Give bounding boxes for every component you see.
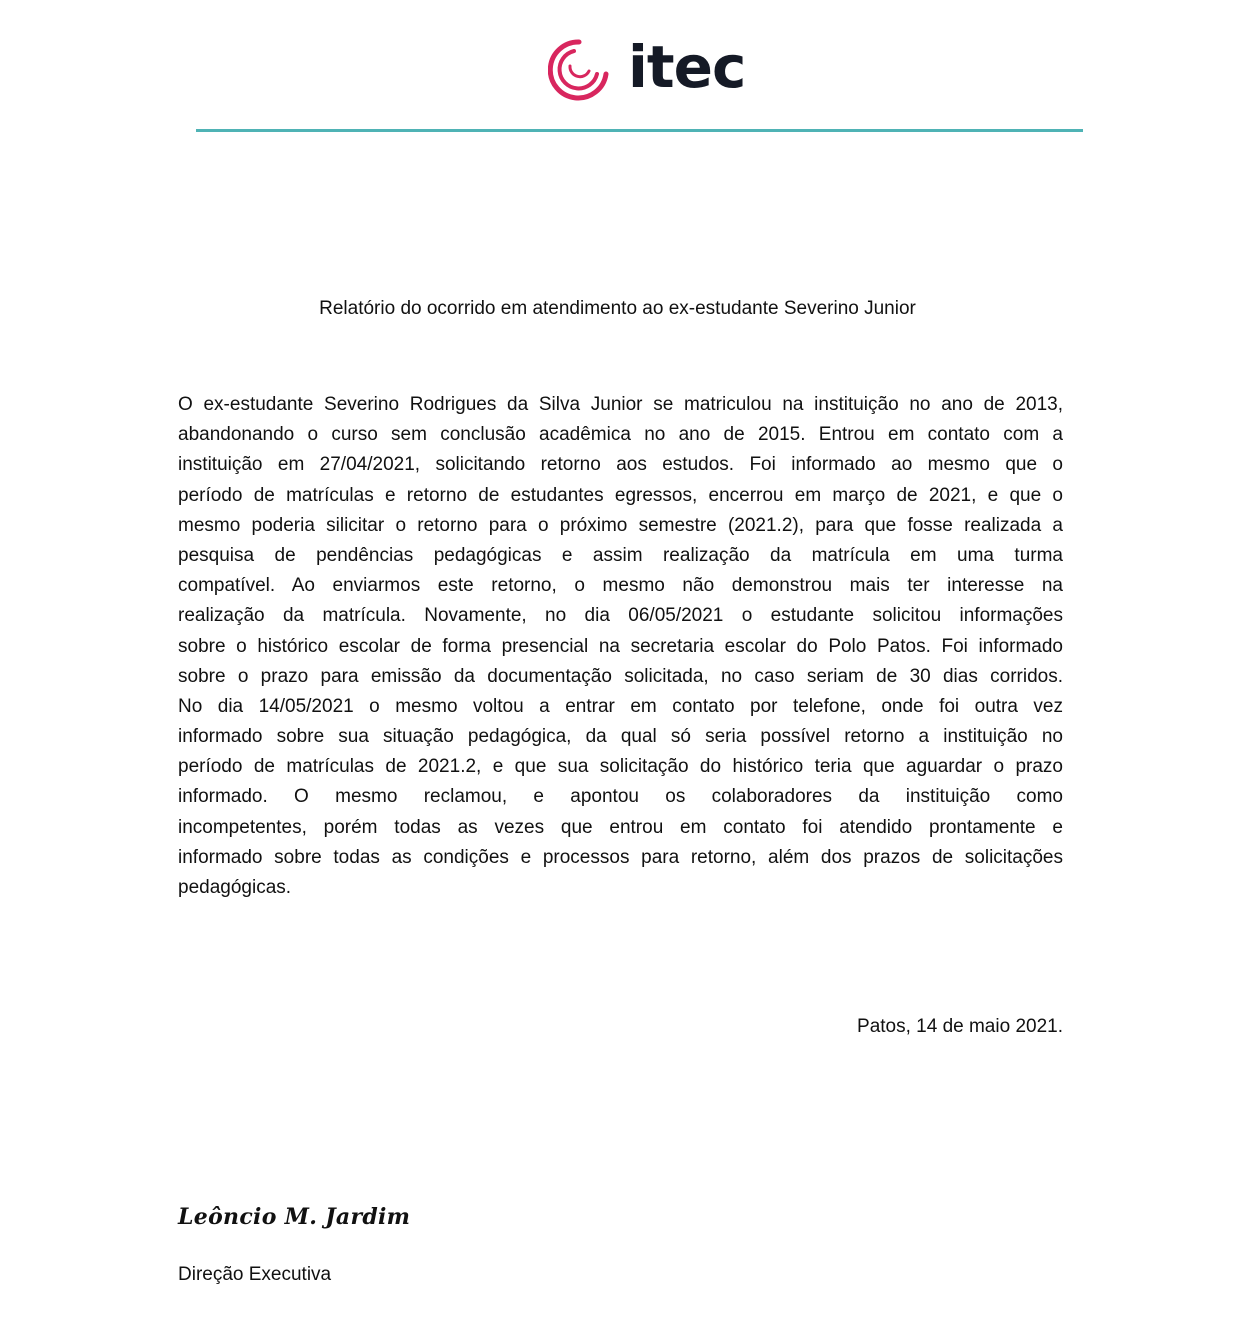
logo-text: itec <box>628 33 746 101</box>
body-line: sobre o histórico escolar de forma presencial na secretaria escolar do Polo Patos. Foi informado <box>178 635 1063 657</box>
swirl-logo-icon <box>548 38 610 102</box>
body-line: período de matrículas de 2021.2, e que sua solicitação do histórico teria que aguardar o prazo <box>178 756 1063 778</box>
body-line: abandonando o curso sem conclusão acadêmica no ano de 2015. Entrou em contato com a <box>178 424 1063 446</box>
body-line: O ex-estudante Severino Rodrigues da Silva Junior se matriculou na instituição no ano de 2013, <box>178 394 1063 415</box>
body-line: realização da matrícula. Novamente, no dia 06/05/2021 o estudante solicitou informações <box>178 605 1063 627</box>
place-date: Patos, 14 de maio 2021. <box>857 1016 1063 1037</box>
report-body <box>178 390 1063 903</box>
body-line: pedagógicas. <box>178 877 292 898</box>
signer-role: Direção Executiva <box>178 1264 332 1285</box>
header-divider <box>196 129 1083 132</box>
body-line: pesquisa de pendências pedagógicas e assim realização da matrícula em uma turma <box>178 544 1063 566</box>
body-line: incompetentes, porém todas as vezes que entrou em contato foi atendido prontamente e <box>178 816 1063 838</box>
body-line: sobre o prazo para emissão da documentação solicitada, no caso seriam de 30 dias corridos. <box>178 665 1063 687</box>
body-line: informado sobre todas as condições e processos para retorno, além dos prazos de solicitações <box>178 846 1063 868</box>
body-line: informado sobre sua situação pedagógica, da qual só seria possível retorno a instituição no <box>178 726 1063 748</box>
body-line: mesmo poderia silicitar o retorno para o próximo semestre (2021.2), para que fosse realizada a <box>178 514 1063 536</box>
body-line: período de matrículas e retorno de estudantes egressos, encerrou em março de 2021, e que o <box>178 484 1063 506</box>
body-line: instituição em 27/04/2021, solicitando retorno aos estudos. Foi informado ao mesmo que o <box>178 454 1063 476</box>
body-line: informado. O mesmo reclamou, e apontou os colaboradores da instituição como <box>178 786 1063 808</box>
signature: Leôncio M. Jardim <box>178 1204 411 1230</box>
body-line: No dia 14/05/2021 o mesmo voltou a entrar em contato por telefone, onde foi outra vez <box>178 695 1063 717</box>
itec-logo <box>548 33 748 108</box>
body-line: compatível. Ao enviarmos este retorno, o mesmo não demonstrou mais ter interesse na <box>178 575 1063 597</box>
document-title: Relatório do ocorrido em atendimento ao ex-estudante Severino Junior <box>319 298 916 319</box>
